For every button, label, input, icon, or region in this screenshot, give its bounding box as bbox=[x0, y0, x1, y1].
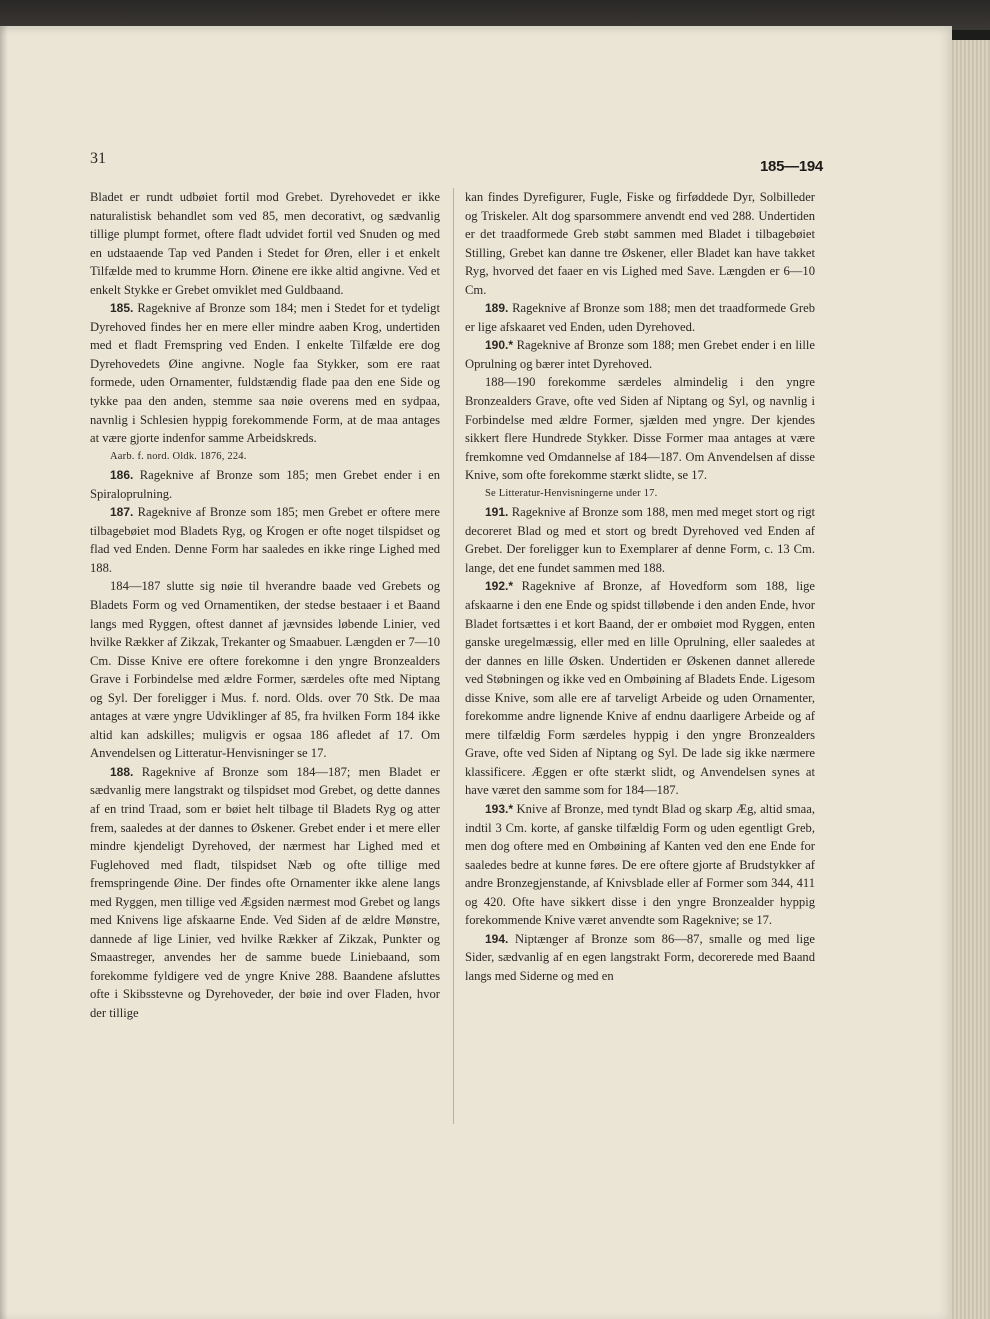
entry-text: Rageknive af Bronze som 188; men det traadformede Greb er lige afskaaret ved Enden, uden Dyrehoved. bbox=[465, 301, 815, 334]
catalog-entry bbox=[465, 577, 815, 800]
entry-text: Se Litteratur-Henvisningerne under 17. bbox=[485, 487, 658, 499]
entry-text: Rageknive af Bronze, af Hovedform som 188, lige afskaarne i den ene Ende og spidst tilløbende i den anden Ende, hvor Bladet fortsættes i et kort Baand, der er ombøiet mod Ryggen, enten ganske uregelmæssig, eller med en lille Oprulning, eller saaledes at der dannes en lille Øsken. Undertiden er Øskenen dannet allerede ved Støbningen og ikke ved en Ombøining af Bladets Ende. Ligesom disse Knive, som alle ere af tarveligt Arbeide og uden Ornamenter, forekomme andre lignende Knive af endnu daarligere Arbeide og af mere tilfældig Form særdeles hyppig i den yngre Bronzealders Grave, ofte ved Siden af Niptang og Syl. De lade sig ikke nærmere klassificere. Æggen er ofte stærkt slidt, og Anvendelsen synes at have været den samme som for 184—187. bbox=[465, 579, 815, 798]
entry-text: Rageknive af Bronze som 184—187; men Bladet er sædvanlig mere langstrakt og tilspidset mod Grebet, og dette dannes af en trind Traad, som er bøiet helt tilbage til Bladets Ryg og atter frem, saaledes at der dannes to Øskener. Grebet ender i et mere eller mindre kjendeligt Dyrehoved, der nærmest har Lighed med et Fuglehoved med fladt, tilspidset Næb og ofte tillige med fremspringende Øine. Der findes ofte Ornamenter ikke alene langs med Ryggen, men tillige ved Ægsiden nærmest mod Grebet og langs med Knivens lige afskaarne Ende. Ved Siden af de ældre Mønstre, dannede af lige Linier, ved hvilke Rækker af Zikzak, Punkter og Smaastreger, anvendes her de samme buede Liniebaand, som forekomme fyldigere ved de yngre Knive 288. Baandene afsluttes ofte i Skibsstevne og Dyrehoveder, der bøie ind over Fladen, hvor der tillige bbox=[90, 764, 440, 1021]
column-divider bbox=[453, 188, 454, 1124]
reference-line bbox=[465, 485, 815, 504]
entry-text: 184—187 slutte sig nøie til hverandre baade ved Grebets og Bladets Form og ved Ornamentiken, der stedse bestaaer i et Baand langs med Ryggen, oftest dannet af jævnsides løbende Linier, ved hvilke Rækker af Zikzak, Trekanter og Smaabuer. Længden er 7—10 Cm. Disse Knive ere oftere forekomne i den yngre Bronzealders Grave i Forbindelse med ældre Former, særdeles ofte med Niptang og Syl. Der foreligger i Mus. f. nord. Olds. over 70 Stk. De maa antages at være yngre Udviklinger af 85, fra hvilken Form 184 ikke altid kan adskilles; muligvis er ogsaa 186 afledet af 17. Om Anvendelsen og Litteratur-Henvisninger se 17. bbox=[90, 579, 440, 761]
catalog-entry bbox=[90, 299, 440, 447]
entry-text: kan findes Dyrefigurer, Fugle, Fiske og firføddede Dyr, Solbilleder og Triskeler. Alt dog sparsommere anvendt end ved 288. Undertiden er det traadformede Greb støbt sammen med Bladet i tilbagebøiet Stilling, Grebet kan danne tre Øskener, eller Bladet kan have takket Ryg, hvorved det faaer en vis Lighed med Save. Længden er 6—10 Cm. bbox=[465, 190, 815, 297]
entry-number: 191. bbox=[485, 505, 509, 520]
catalog-entry bbox=[465, 930, 815, 986]
entry-number: 190.* bbox=[485, 338, 514, 353]
page-edge-stack bbox=[950, 40, 990, 1319]
paragraph bbox=[90, 577, 440, 762]
catalog-entry bbox=[465, 336, 815, 373]
entry-number: 186. bbox=[110, 468, 134, 483]
entry-number: 192.* bbox=[485, 579, 514, 594]
running-head: 185—194 bbox=[760, 158, 823, 175]
catalog-entry bbox=[90, 763, 440, 1023]
entry-text: Rageknive af Bronze som 184; men i Stedet for et tydeligt Dyrehoved findes her en mere eller mindre aaben Krog, undertiden med et fladt Fremspring ved Enden. I enkelte Tilfælde ere dog Dyrehovedets Øine angivne. Nogle faa Stykker, som ere raat formede, uden Ornamenter, fuldstændig flade paa den ene Side og tykke paa den anden, stemme saa nøie overens med en sydpaa, navnlig i Schlesien hyppig forekommende Form, at de maa antages at være gjorte indenfor samme Arbeidskreds. bbox=[90, 301, 440, 446]
entry-number: 187. bbox=[110, 505, 134, 520]
entry-text: Rageknive af Bronze som 185; men Grebet ender i en Spiraloprulning. bbox=[90, 468, 440, 501]
catalog-entry bbox=[465, 800, 815, 930]
entry-text: Rageknive af Bronze som 185; men Grebet er oftere mere tilbagebøiet mod Bladets Ryg, og Krogen er ofte noget tilspidset og flad ved Enden. Denne Form har saaledes en ikke ringe Lighed med 188. bbox=[90, 505, 440, 575]
paragraph bbox=[465, 373, 815, 484]
page-gutter-shadow bbox=[0, 26, 8, 1319]
reference-line bbox=[90, 448, 440, 467]
right-column bbox=[465, 188, 815, 985]
page-number: 31 bbox=[90, 150, 106, 167]
entry-number: 193.* bbox=[485, 802, 514, 816]
catalog-entry bbox=[465, 503, 815, 577]
catalog-entry bbox=[90, 503, 440, 577]
entry-text: Bladet er rundt udbøiet fortil mod Grebet. Dyrehovedet er ikke naturalistisk behandlet som ved 85, men decorativt, og sædvanlig tillige plumpt formet, oftere fladt udvidet fortil ved Snuden og med en udstaaende Tap ved Panden i Stedet for Øren, eller i et enkelt Tilfælde med to krumme Horn. Øinene ere ikke altid angivne. Ved et enkelt Stykke er Grebet omviklet med Guldbaand. bbox=[90, 190, 440, 297]
continued-paragraph bbox=[465, 188, 815, 299]
entry-text: Knive af Bronze, med tyndt Blad og skarp Æg, altid smaa, indtil 3 Cm. korte, af ganske tilfældig Form og uden egentligt Greb, men dog oftere med en Ombøining af Kanten ved den ene Ende for saaledes bedre at kunne føres. De ere oftere gjorte af Brudstykker af andre Bronzegjenstande, af Knivsblade eller af Former som 344, 411 og 420. Ofte have sikkert disse i den yngre Bronzealder hyppig forekommende Knive været anvendte som Rageknive; se 17. bbox=[465, 802, 815, 928]
entry-text: Rageknive af Bronze som 188, men med meget stort og rigt decoreret Blad og med et stort og bredt Dyrehoved ved Enden af Grebet. Der foreligger kun to Exemplarer af denne Form, c. 13 Cm. lange, det ene fundet sammen med 188. bbox=[465, 505, 815, 575]
entry-number: 185. bbox=[110, 301, 134, 316]
catalog-entry bbox=[465, 299, 815, 336]
entry-text: Niptænger af Bronze som 86—87, smalle og med lige Sider, sædvanlig af en egen langstrakt Form, decorerede med Baand langs med Siderne og med en bbox=[465, 931, 816, 983]
entry-number: 194. bbox=[485, 931, 509, 946]
continued-paragraph bbox=[90, 188, 440, 299]
entry-text: Aarb. f. nord. Oldk. 1876, 224. bbox=[110, 450, 247, 462]
entry-text: Rageknive af Bronze som 188; men Grebet ender i en lille Oprulning og bærer intet Dyrehoved. bbox=[465, 338, 815, 371]
entry-text: 188—190 forekomme særdeles almindelig i den yngre Bronzealders Grave, ofte ved Siden af Niptang og Syl, og navnlig i Forbindelse med ældre Former, sjælden med yngre. Der kjendes sikkert flere Hundrede Stykker. Disse Former maa antages at være fremkomne ved Omdannelse af 184—187. Om Anvendelsen af disse Knive, som ofte forekomme stærkt slidte, se 17. bbox=[465, 375, 815, 483]
left-column bbox=[90, 188, 440, 1023]
entry-number: 189. bbox=[485, 301, 509, 316]
entry-number: 188. bbox=[110, 764, 134, 779]
catalog-entry bbox=[90, 466, 440, 503]
